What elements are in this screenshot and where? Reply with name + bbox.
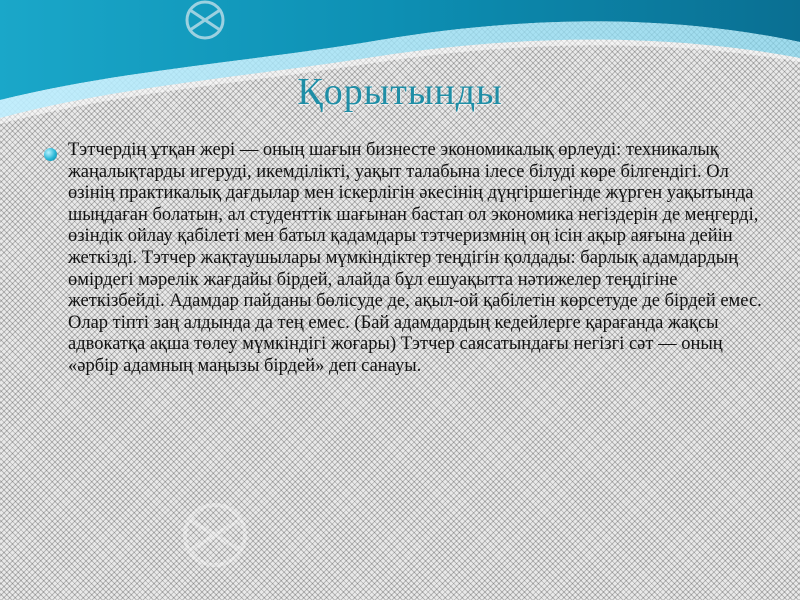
body-paragraph: Тэтчердің ұтқан жері — оның шағын бизнесте экономикалық өрлеуді: техникалық жаңалықтарды игеруді, икемділікті, уақыт талабына ілесе білуді көре білгендігі. Ол өзінің практикалық дағдылар мен іскерлігін әкесінің дүңгіршегінде жүрген уақытында шыңдаған болатын, ал студенттік шағынан бастап ол экономика негіздерін де меңгерді, өзіндік ойлау қабілеті мен батыл қадамдары тэтчеризмнің оң ісін ақыр аяғына дейін жеткізді. Тэтчер жақтаушылары мүмкіндіктер теңдігін қолдады: барлық адамдардың өмірдегі мәрелік жағдайы бірдей, алайда бұл ешуақытта нәтижелер теңдігіне жеткізбейді. Адамдар пайданы бөлісуде де, ақыл-ой қабілетін көрсетуде де бірдей емес. Олар тіпті заң алдында да тең емес. (Бай адамдардың кедейлерге қарағанда жақсы адвокатқа ақша төлеу мүмкіндігі жоғары) Тэтчер саясатындағы негізгі сәт — оның «әрбір адамның маңызы бірдей» деп санауы. [68, 140, 762, 376]
circle-bullet-icon [44, 148, 57, 161]
watermark-flower-icon [160, 490, 270, 580]
slide-title: Қорытынды [297, 71, 503, 113]
slide-content [42, 140, 762, 378]
bullet-item [42, 140, 762, 378]
